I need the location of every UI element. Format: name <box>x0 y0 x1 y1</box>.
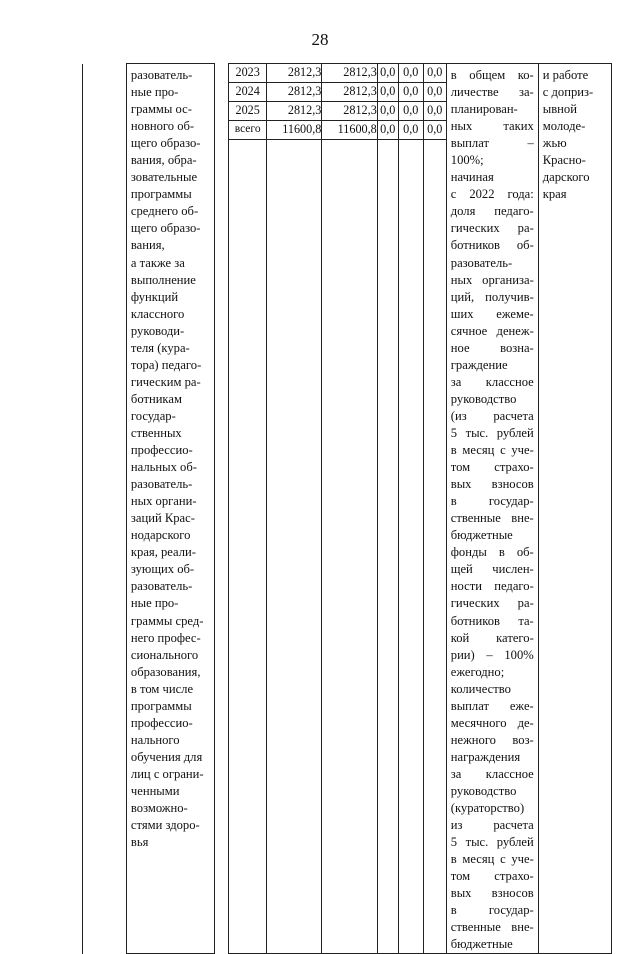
amount-total-cell: 11600,8 <box>266 120 321 139</box>
amount-federal-cell: 0,0 <box>377 82 398 101</box>
amount-regional-cell: 11600,8 <box>322 120 377 139</box>
description-line: среднего об- <box>130 204 199 219</box>
description-line: лиц с ограни- <box>130 766 204 781</box>
description-line: обучения для <box>130 749 203 764</box>
amount-other-cell: 0,0 <box>423 82 446 101</box>
indicator-line: планирован- <box>450 102 518 117</box>
amount-federal-cell: 0,0 <box>377 64 398 83</box>
description-text <box>127 64 214 851</box>
amount-federal-cell: 0,0 <box>377 101 398 120</box>
description-line: сионального <box>130 647 199 662</box>
description-line: щего образо- <box>130 136 201 151</box>
indicator-line: ных организа- <box>450 272 534 287</box>
indicator-line: 100%; <box>450 153 484 168</box>
executor-cell <box>538 64 611 954</box>
indicator-line: 5 тыс. рублей <box>450 425 534 440</box>
empty-cell <box>322 139 377 954</box>
description-line: государ- <box>130 408 176 423</box>
indicator-line: том страхо- <box>450 460 534 475</box>
description-line: ные про- <box>130 596 179 611</box>
empty-cell <box>377 139 398 954</box>
indicator-line: в государ- <box>450 903 534 918</box>
indicator-line: фонды в об- <box>450 545 534 560</box>
amount-total-cell: 2812,3 <box>266 101 321 120</box>
indicator-line: ности педаго- <box>450 579 534 594</box>
year-cell: 2023 <box>229 64 267 83</box>
indicator-line: начиная <box>450 170 494 185</box>
indicator-line: щей числен- <box>450 562 534 577</box>
empty-cell <box>398 139 423 954</box>
indicator-line: бюджетные <box>450 528 513 543</box>
indicator-line: ственные вне- <box>450 511 534 526</box>
amount-local-cell: 0,0 <box>398 101 423 120</box>
description-line: ных органи- <box>130 494 197 509</box>
description-line: функций <box>130 289 179 304</box>
indicator-line: вых взносов <box>450 886 534 901</box>
empty-cell <box>423 139 446 954</box>
empty-cell <box>266 139 321 954</box>
indicator-line: в государ- <box>450 494 534 509</box>
executor-line: дарского <box>542 170 590 185</box>
description-line: края, реали- <box>130 545 196 560</box>
indicator-line: с 2022 года: <box>450 187 534 202</box>
amount-regional-cell: 2812,3 <box>322 64 377 83</box>
indicator-text <box>447 64 538 953</box>
indicator-line: количество <box>450 681 511 696</box>
indicator-line: нежного воз- <box>450 732 534 747</box>
description-line: вья <box>130 835 149 850</box>
indicator-line: ботников та- <box>450 613 534 628</box>
description-line: программы <box>130 698 192 713</box>
executor-line: Красно- <box>542 153 586 168</box>
executor-line: и работе <box>542 68 589 82</box>
description-line: нального <box>130 732 180 747</box>
indicator-line: гических ра- <box>450 221 534 236</box>
description-line: зующих об- <box>130 562 195 577</box>
amount-regional-cell: 2812,3 <box>322 82 377 101</box>
indicator-line: руководство <box>450 783 517 798</box>
indicator-line: ных таких <box>450 119 534 134</box>
indicator-line: рии) – 100% <box>450 647 534 662</box>
description-line: граммы ос- <box>130 102 192 117</box>
description-line: гическим ра- <box>130 374 201 389</box>
description-line: а также за <box>130 255 185 270</box>
description-line: ченными <box>130 783 180 798</box>
description-line: стями здоро- <box>130 818 200 833</box>
empty-cell <box>214 64 229 954</box>
description-line: зовательные <box>130 170 198 185</box>
indicator-line: кой катего- <box>450 630 534 645</box>
indicator-line: руководство <box>450 391 517 406</box>
amount-other-cell: 0,0 <box>423 101 446 120</box>
description-line: него профес- <box>130 630 201 645</box>
page-number: 28 <box>311 30 329 49</box>
indicator-line: в общем ко- <box>450 68 534 82</box>
description-line: ные про- <box>130 85 179 100</box>
indicator-line: ботников об- <box>450 238 534 253</box>
description-line: вания, обра- <box>130 153 197 168</box>
executor-line: ывной <box>542 102 577 117</box>
indicator-line: выплат еже- <box>450 698 534 713</box>
description-line: заций Крас- <box>130 511 195 526</box>
indicator-line: гических ра- <box>450 596 534 611</box>
amount-other-cell: 0,0 <box>423 64 446 83</box>
indicator-cell <box>446 64 538 954</box>
indicator-line: ших ежеме- <box>450 306 534 321</box>
indicator-line: месячного де- <box>450 715 534 730</box>
amount-total-cell: 2812,3 <box>266 64 321 83</box>
indicator-line: разователь- <box>450 255 513 270</box>
indicator-line: (кураторство) <box>450 801 525 816</box>
description-line: ботникам <box>130 391 182 406</box>
description-line: ственных <box>130 425 182 440</box>
indicator-line: ственные вне- <box>450 920 534 935</box>
indicator-line: за классное <box>450 766 534 781</box>
indicator-line: награждения <box>450 749 521 764</box>
description-line: новного об- <box>130 119 195 134</box>
description-line: программы <box>130 187 192 202</box>
year-cell: 2025 <box>229 101 267 120</box>
indicator-line: ций, получив- <box>450 289 534 304</box>
description-line: профессио- <box>130 443 193 458</box>
amount-local-cell: 0,0 <box>398 120 423 139</box>
description-line: вания, <box>130 238 165 253</box>
indicator-line: выплат – <box>450 136 534 151</box>
indicator-line: 5 тыс. рублей <box>450 835 534 850</box>
description-line: руководи- <box>130 323 185 338</box>
empty-cell <box>229 139 267 954</box>
description-line: в том числе <box>130 681 194 696</box>
amount-regional-cell: 2812,3 <box>322 101 377 120</box>
table-row <box>83 64 612 83</box>
indicator-line: ежегодно; <box>450 664 505 679</box>
description-line: образования, <box>130 664 201 679</box>
year-cell: 2024 <box>229 82 267 101</box>
description-line: классного <box>130 306 185 321</box>
indicator-line: личестве за- <box>450 85 534 100</box>
amount-local-cell: 0,0 <box>398 64 423 83</box>
year-cell: всего <box>229 120 267 139</box>
indicator-line: доля педаго- <box>450 204 534 219</box>
amount-federal-cell: 0,0 <box>377 120 398 139</box>
executor-line: жью <box>542 136 567 151</box>
indicator-line: вых взносов <box>450 477 534 492</box>
executor-line: края <box>542 187 567 202</box>
description-cell <box>126 64 214 954</box>
description-line: тора) педаго- <box>130 357 202 372</box>
executor-line: с доприз- <box>542 85 594 100</box>
indicator-line: из расчета <box>450 818 534 833</box>
table-body <box>83 64 612 954</box>
amount-total-cell: 2812,3 <box>266 82 321 101</box>
description-line: теля (кура- <box>130 340 190 355</box>
indicator-line: за классное <box>450 374 534 389</box>
description-line: возможно- <box>130 801 188 816</box>
indicator-line: в месяц с уче- <box>450 443 534 458</box>
description-line: выполнение <box>130 272 196 287</box>
program-table <box>82 63 612 954</box>
description-line: нальных об- <box>130 460 197 475</box>
number-cell <box>83 64 127 954</box>
indicator-line: в месяц с уче- <box>450 852 534 867</box>
description-line: граммы сред- <box>130 613 204 628</box>
executor-text <box>539 64 611 203</box>
description-line: профессио- <box>130 715 193 730</box>
description-line: щего образо- <box>130 221 201 236</box>
description-line: нодарского <box>130 528 191 543</box>
indicator-line: том страхо- <box>450 869 534 884</box>
indicator-line: граждение <box>450 357 508 372</box>
amount-other-cell: 0,0 <box>423 120 446 139</box>
executor-line: молоде- <box>542 119 586 134</box>
amount-local-cell: 0,0 <box>398 82 423 101</box>
description-line: разователь- <box>130 477 193 492</box>
indicator-line: бюджетные <box>450 937 513 952</box>
indicator-line: сячное денеж- <box>450 323 534 338</box>
indicator-line: ное возна- <box>450 340 534 355</box>
description-line: разователь- <box>130 579 193 594</box>
description-line: разователь- <box>130 68 193 82</box>
indicator-line: (из расчета <box>450 408 534 423</box>
